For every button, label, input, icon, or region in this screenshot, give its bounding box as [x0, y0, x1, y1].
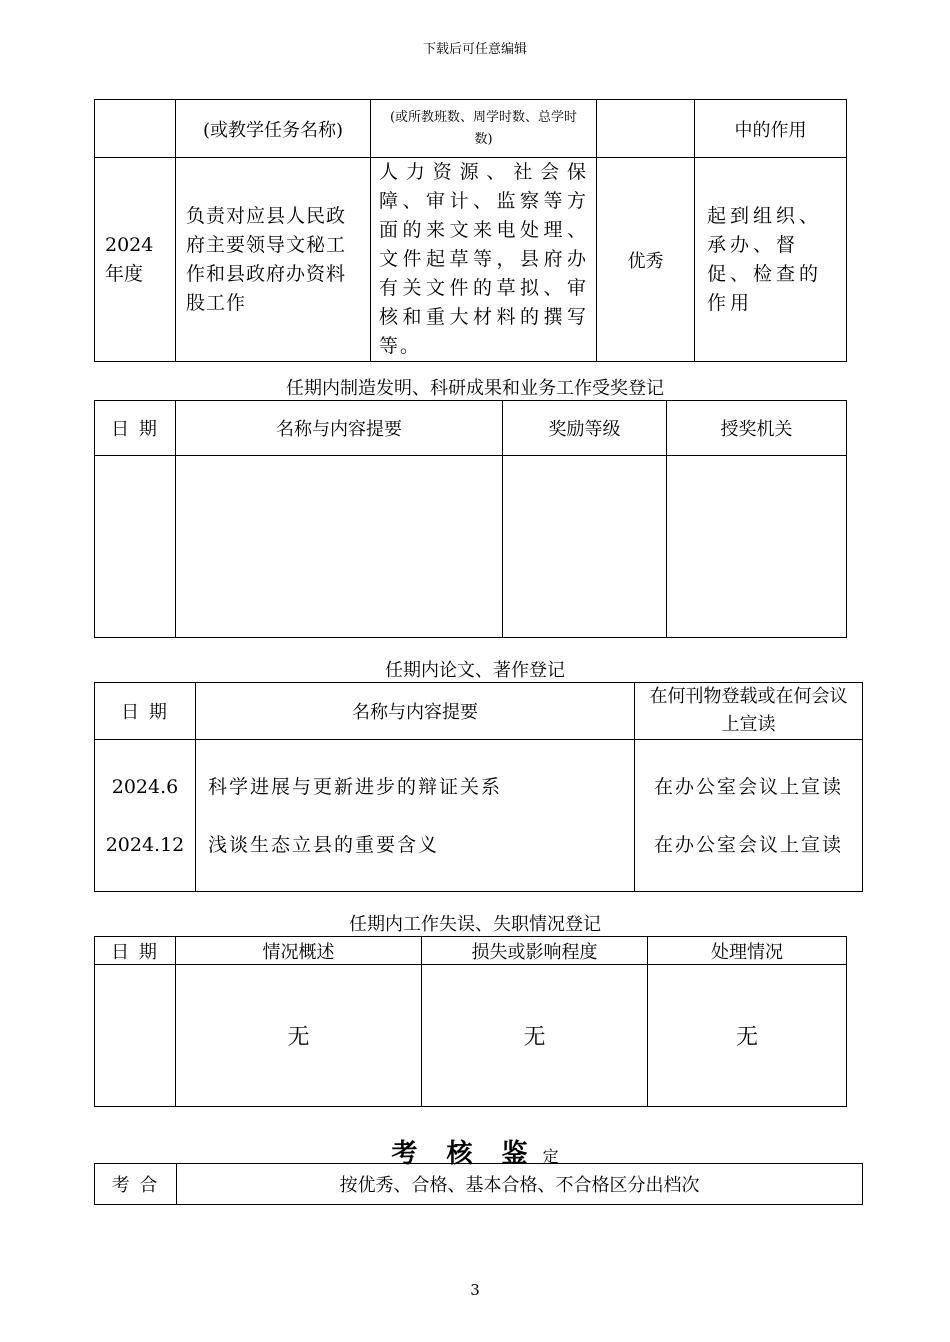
errors-impact-value: 无: [422, 965, 648, 1107]
page-number: 3: [470, 1281, 480, 1299]
errors-date-cell: [95, 965, 176, 1107]
papers-header-date: 日 期: [95, 683, 196, 740]
errors-table: [94, 936, 847, 1107]
awards-header-name: 名称与内容提要: [176, 401, 503, 456]
errors-header-date: 日 期: [95, 937, 176, 965]
papers-table: [94, 682, 863, 892]
errors-header-summary: 情况概述: [176, 937, 422, 965]
work-header-role: 中的作用: [695, 100, 847, 158]
errors-title: 任期内工作失误、失职情况登记: [349, 914, 601, 935]
errors-header-impact: 损失或影响程度: [422, 937, 648, 965]
work-role: 起到组织、承办、督促、检查的作用: [695, 158, 847, 362]
paper-date: 2024.12: [105, 833, 185, 856]
work-header-blank-2: [597, 100, 695, 158]
work-header-task: (或教学任务名称): [176, 100, 371, 158]
work-header-content: (或所教班数、周学时数、总学时数): [371, 100, 597, 158]
papers-names: [196, 740, 635, 892]
assessment-title-tail: 定: [542, 1147, 559, 1166]
header-note: 下载后可任意编辑: [422, 42, 527, 57]
paper-name: 科学进展与更新进步的辩证关系: [208, 775, 503, 798]
errors-summary-value: 无: [176, 965, 422, 1107]
papers-dates: [95, 740, 196, 892]
awards-cell: [667, 456, 847, 638]
assessment-label: 考 合: [95, 1164, 177, 1205]
assessment-desc: 按优秀、合格、基本合格、不合格区分出档次: [177, 1164, 863, 1205]
awards-header-agency: 授奖机关: [667, 401, 847, 456]
paper-name: 浅谈生态立县的重要含义: [208, 833, 440, 856]
work-task: 负责对应县人民政府主要领导文秘工作和县政府办资料股工作: [176, 158, 371, 362]
awards-header-level: 奖励等级: [503, 401, 667, 456]
errors-header-handling: 处理情况: [648, 937, 847, 965]
work-header-blank-1: [95, 100, 176, 158]
papers-venues: [635, 740, 863, 892]
paper-date: 2024.6: [111, 775, 179, 798]
errors-handling-value: 无: [648, 965, 847, 1107]
papers-header-name: 名称与内容提要: [196, 683, 635, 740]
papers-header-venue: 在何刊物登载或在何会议上宣读: [635, 683, 863, 740]
awards-cell: [503, 456, 667, 638]
work-table: [94, 99, 847, 362]
awards-title: 任期内制造发明、科研成果和业务工作受奖登记: [286, 378, 664, 399]
awards-cell: [95, 456, 176, 638]
paper-venue: 在办公室会议上宣读: [653, 833, 843, 856]
work-rating: 优秀: [597, 158, 695, 362]
work-content: 人力资源、社会保障、审计、监察等方面的来文来电处理、文件起草等，县府办有关文件的草拟、审核和重大材料的撰写等。: [371, 158, 597, 362]
awards-header-date: 日 期: [95, 401, 176, 456]
awards-cell: [176, 456, 503, 638]
papers-title: 任期内论文、著作登记: [385, 660, 565, 681]
paper-venue: 在办公室会议上宣读: [653, 775, 843, 798]
assessment-table: [94, 1163, 863, 1205]
awards-table: [94, 400, 847, 638]
work-year: 2024年度: [95, 158, 176, 362]
assessment-title-main: 考 核 鉴: [391, 1139, 538, 1169]
